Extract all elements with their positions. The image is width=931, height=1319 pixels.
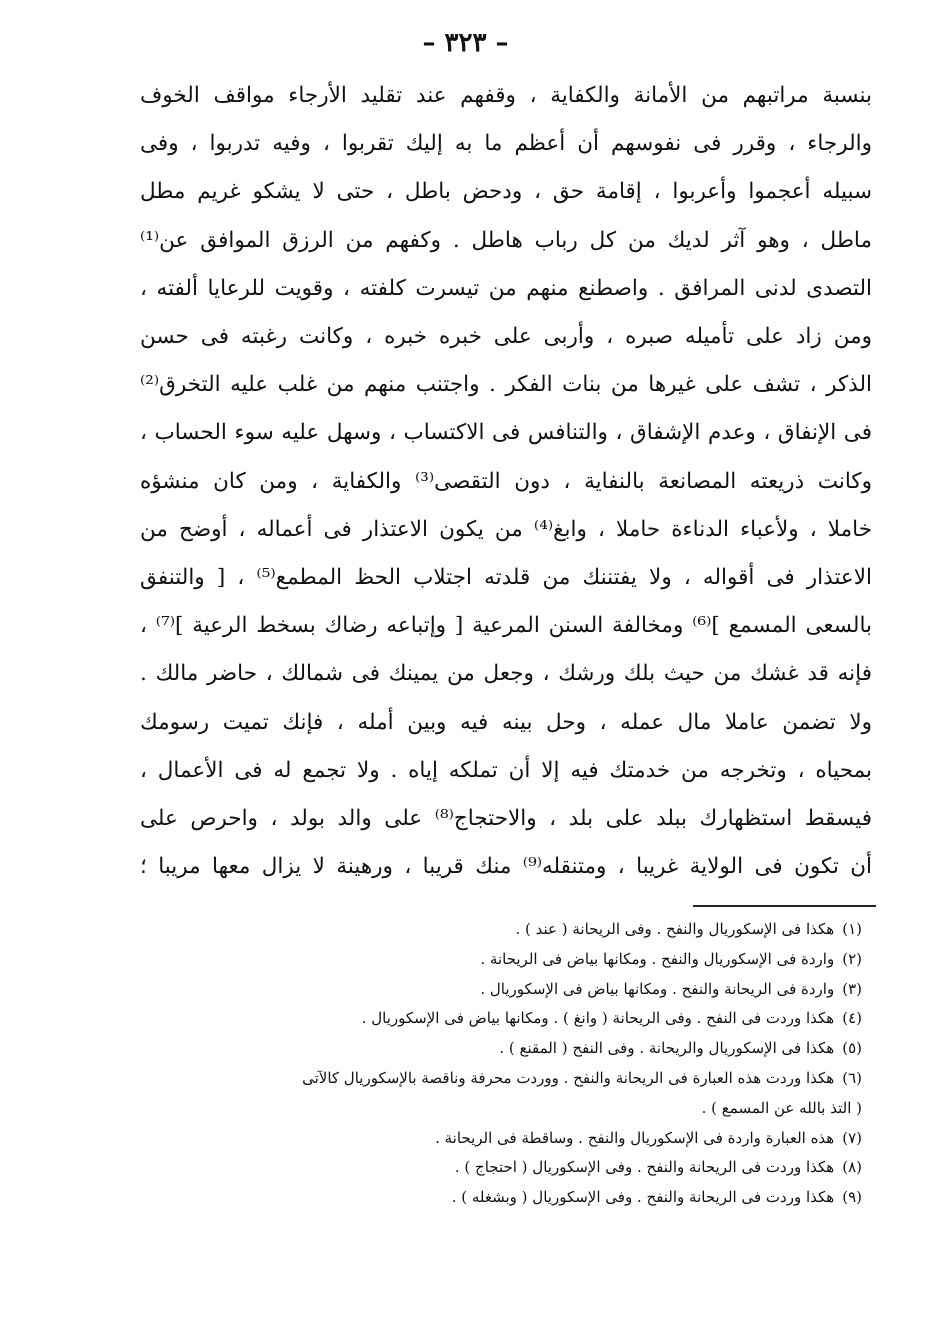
- footnote-text: ( التذ بالله عن المسمع ) .: [701, 1098, 862, 1117]
- footnote-number: (٢): [842, 949, 862, 968]
- body-line-9: وكانت ذريعته المصانعة بالنفاية ، دون التقصى⁽³⁾ والكفاية ، ومن كان منشؤه: [140, 468, 872, 494]
- footnote-number: (٤): [842, 1009, 862, 1028]
- footnote-3: [150, 975, 862, 1005]
- body-line-5: التصدى لدنى المرافق . واصطنع منهم من تيسرت كلفته ، وقويت للرعايا ألفته ،: [140, 275, 872, 301]
- body-line-14: ولا تضمن عاملا مال عمله ، وحل بينه فيه وبين أمله ، فإنك تميت رسومك: [140, 709, 872, 735]
- body-line-10: خاملا ، ولأعباء الدناءة حاملا ، وابغ⁽⁴⁾ من يكون الاعتذار فى أعماله ، أوضح من: [140, 516, 872, 542]
- footnote-text: واردة فى الريحانة والنفح . ومكانها بياض فى الإسكوريال .: [480, 979, 835, 998]
- footnotes: [150, 915, 862, 1213]
- page-number: – ٣٢٣ –: [422, 28, 509, 58]
- footnote-text: هكذا وردت فى الريحانة والنفح . وفى الإسكوريال ( احتجاج ) .: [454, 1158, 835, 1177]
- footnote-number: (٧): [842, 1128, 862, 1147]
- footnote-text: هكذا فى الإسكوريال والنفح . وفى الريحانة ( عند ) .: [515, 920, 835, 938]
- footnote-text: واردة فى الإسكوريال والنفح . ومكانها بياض فى الريحانة .: [480, 949, 835, 968]
- footnote-7: [150, 1124, 862, 1154]
- footnote-text: هكذا وردت فى الريحانة والنفح . وفى الإسكوريال ( وبشغله ) .: [451, 1188, 835, 1207]
- footnote-text: هكذا وردت فى النفح . وفى الريحانة ( وانغ ) . ومكانها بياض فى الإسكوريال .: [361, 1009, 835, 1028]
- body-line-11: الاعتذار فى أقواله ، ولا يفتننك من قلدته اجتلاب الحظ المطمع⁽⁵⁾ ، [ والتنفق: [140, 565, 872, 591]
- body-line-4: ماطل ، وهو آثر لديك من كل رباب هاطل . وكفهم من الرزق الموافق عن⁽¹⁾: [140, 227, 872, 253]
- footnote-6-continuation: [150, 1094, 862, 1124]
- footnote-4: [150, 1004, 862, 1034]
- footnote-1: [150, 915, 862, 945]
- footnote-6: [150, 1064, 862, 1094]
- footnote-number: (١): [842, 920, 862, 938]
- footnote-8: [150, 1153, 862, 1183]
- body-line-8: فى الإنفاق ، وعدم الإشفاق ، والتنافس فى الاكتساب ، وسهل عليه سوء الحساب ،: [140, 420, 872, 446]
- footnote-number: (٣): [842, 979, 862, 998]
- footnote-2: [150, 945, 862, 975]
- body-line-17: أن تكون فى الولاية غريبا ، ومتنقله⁽⁹⁾ منك قريبا ، ورهينة لا يزال معها مريبا ؛: [140, 854, 872, 880]
- footnote-number: (٨): [842, 1158, 862, 1177]
- body-line-1: بنسبة مراتبهم من الأمانة والكفاية ، وقفهم عند تقليد الأرجاء مواقف الخوف: [140, 83, 872, 108]
- body-line-6: ومن زاد على تأميله صبره ، وأربى على خبره خبره ، وكانت رغبته فى حسن: [140, 324, 872, 350]
- body-text: [140, 72, 872, 891]
- footnote-number: (٦): [842, 1068, 862, 1087]
- footnote-text: هذه العبارة واردة فى الإسكوريال والنفح . وساقطة فى الريحانة .: [435, 1128, 835, 1147]
- footnote-text: هكذا فى الإسكوريال والريحانة . وفى النفح ( المقنع ) .: [499, 1039, 835, 1058]
- footnote-text: هكذا وردت هذه العبارة فى الريحانة والنفح . ووردت محرفة وناقصة بالإسكوريال كالآتى: [302, 1068, 835, 1087]
- footnote-number: (٩): [842, 1188, 862, 1207]
- body-line-2: والرجاء ، وقرر فى نفوسهم أن أعظم ما به إليك تقربوا ، وفيه تدربوا ، وفى: [140, 131, 872, 157]
- footnote-9: [150, 1183, 862, 1213]
- body-line-15: بمحياه ، وتخرجه من خدمتك فيه إلا أن تملكه إياه . ولا تجمع له فى الأعمال ،: [140, 757, 872, 783]
- body-line-12: بالسعى المسمع ]⁽⁶⁾ ومخالفة السنن المرعية [ وإتباعه رضاك بسخط الرعية ]⁽⁷⁾ ،: [140, 613, 872, 639]
- footnote-5: [150, 1034, 862, 1064]
- body-line-7: الذكر ، تشف على غيرها من بنات الفكر . واجتنب منهم من غلب عليه التخرق⁽²⁾: [140, 372, 872, 398]
- footnote-number: (٥): [842, 1039, 862, 1058]
- body-line-16: فيسقط استظهارك ببلد على بلد ، والاحتجاج⁽⁸⁾ على والد بولد ، واحرص على: [140, 806, 872, 832]
- body-line-3: سبيله أعجموا وأعربوا ، إقامة حق ، ودحض باطل ، حتى لا يشكو غريم مطل: [140, 179, 872, 205]
- footnote-separator: [693, 905, 876, 907]
- body-line-13: فإنه قد غشك من حيث بلك ورشك ، وجعل من يمينك فى شمالك ، حاضر مالك .: [140, 661, 872, 687]
